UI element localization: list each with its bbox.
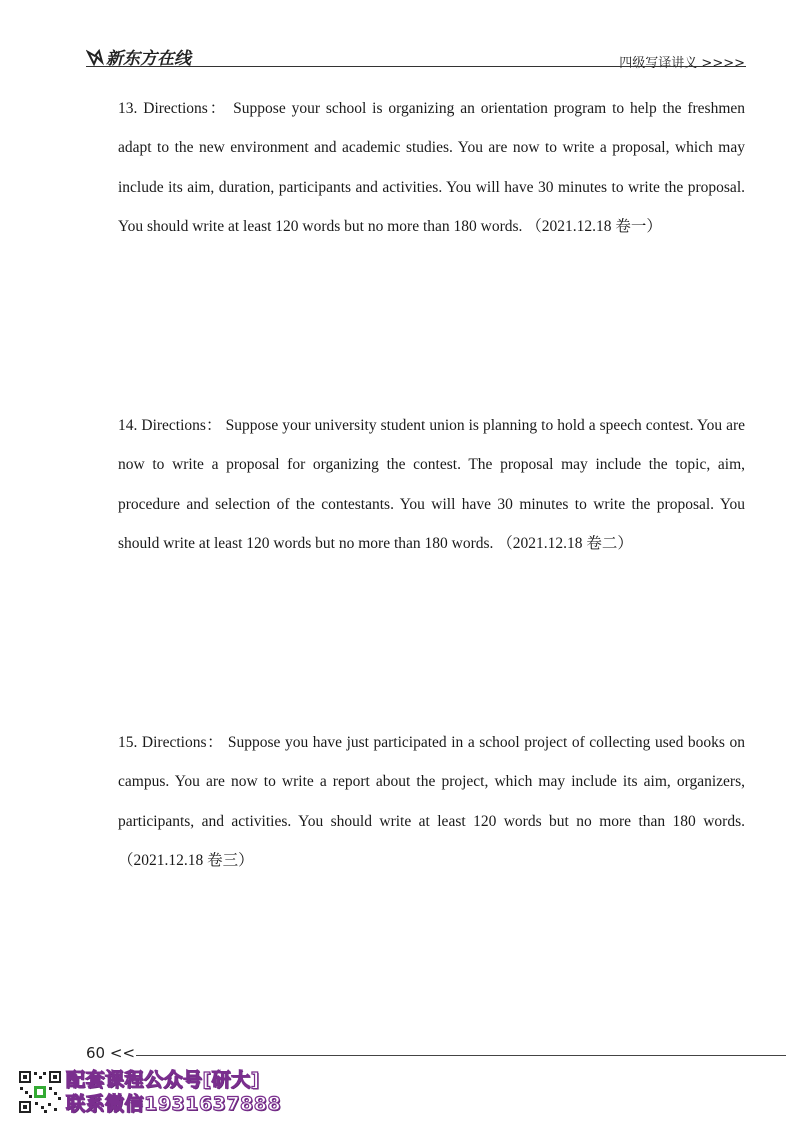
question-source: （2021.12.18 卷三）	[118, 851, 254, 869]
question-text: Suppose your university student union is planning to hold a speech contest. You are now to write a proposal for organizing the contest. The proposal may include the topic, aim, procedure and selection of the contestants. You will have 30 minutes to write the proposal. You should write at least 120 words but no more than 180 words.	[118, 417, 746, 552]
header-title: 四级写译讲义 >>>>	[619, 56, 745, 71]
question-15	[118, 723, 745, 880]
question-source: （2021.12.18 卷一）	[526, 217, 662, 235]
header-divider	[86, 66, 746, 67]
question-number: 13.	[118, 100, 138, 117]
promo-line-2: 联系微信1931637888	[66, 1093, 282, 1115]
logo-text: 新东方在线	[106, 49, 191, 69]
question-label: Directions：	[141, 734, 224, 751]
question-number: 14.	[118, 417, 138, 434]
qr-code-icon	[18, 1070, 62, 1114]
page-number-value: 60	[86, 1044, 106, 1062]
question-text: Suppose you have just participated in a school project of collecting used books on campus. You are now to write a report about the project, which may include its aim, organizers, participants, and activities. You should write at least 120 words but no more than 180 words.	[118, 734, 745, 830]
logo-mark-icon	[86, 48, 104, 66]
promo-watermark	[66, 1068, 281, 1116]
question-number: 15.	[118, 734, 138, 751]
question-text: Suppose your school is organizing an orientation program to help the freshmen adapt to the new environment and academic studies. You are now to write a proposal, which may include its aim, duration, participants and activities. You will have 30 minutes to write the proposal. You should write at least 120 words but no more than 180 words.	[118, 100, 746, 235]
question-14	[118, 406, 745, 563]
page-number	[86, 1044, 135, 1062]
question-source: （2021.12.18 卷二）	[497, 534, 633, 552]
question-label: Directions：	[141, 417, 222, 434]
promo-line-1: 配套课程公众号[研大]	[66, 1069, 260, 1091]
footer-divider	[136, 1055, 786, 1056]
question-13	[118, 89, 745, 246]
question-label: Directions：	[143, 100, 228, 117]
page-arrows: <<	[109, 1044, 136, 1062]
